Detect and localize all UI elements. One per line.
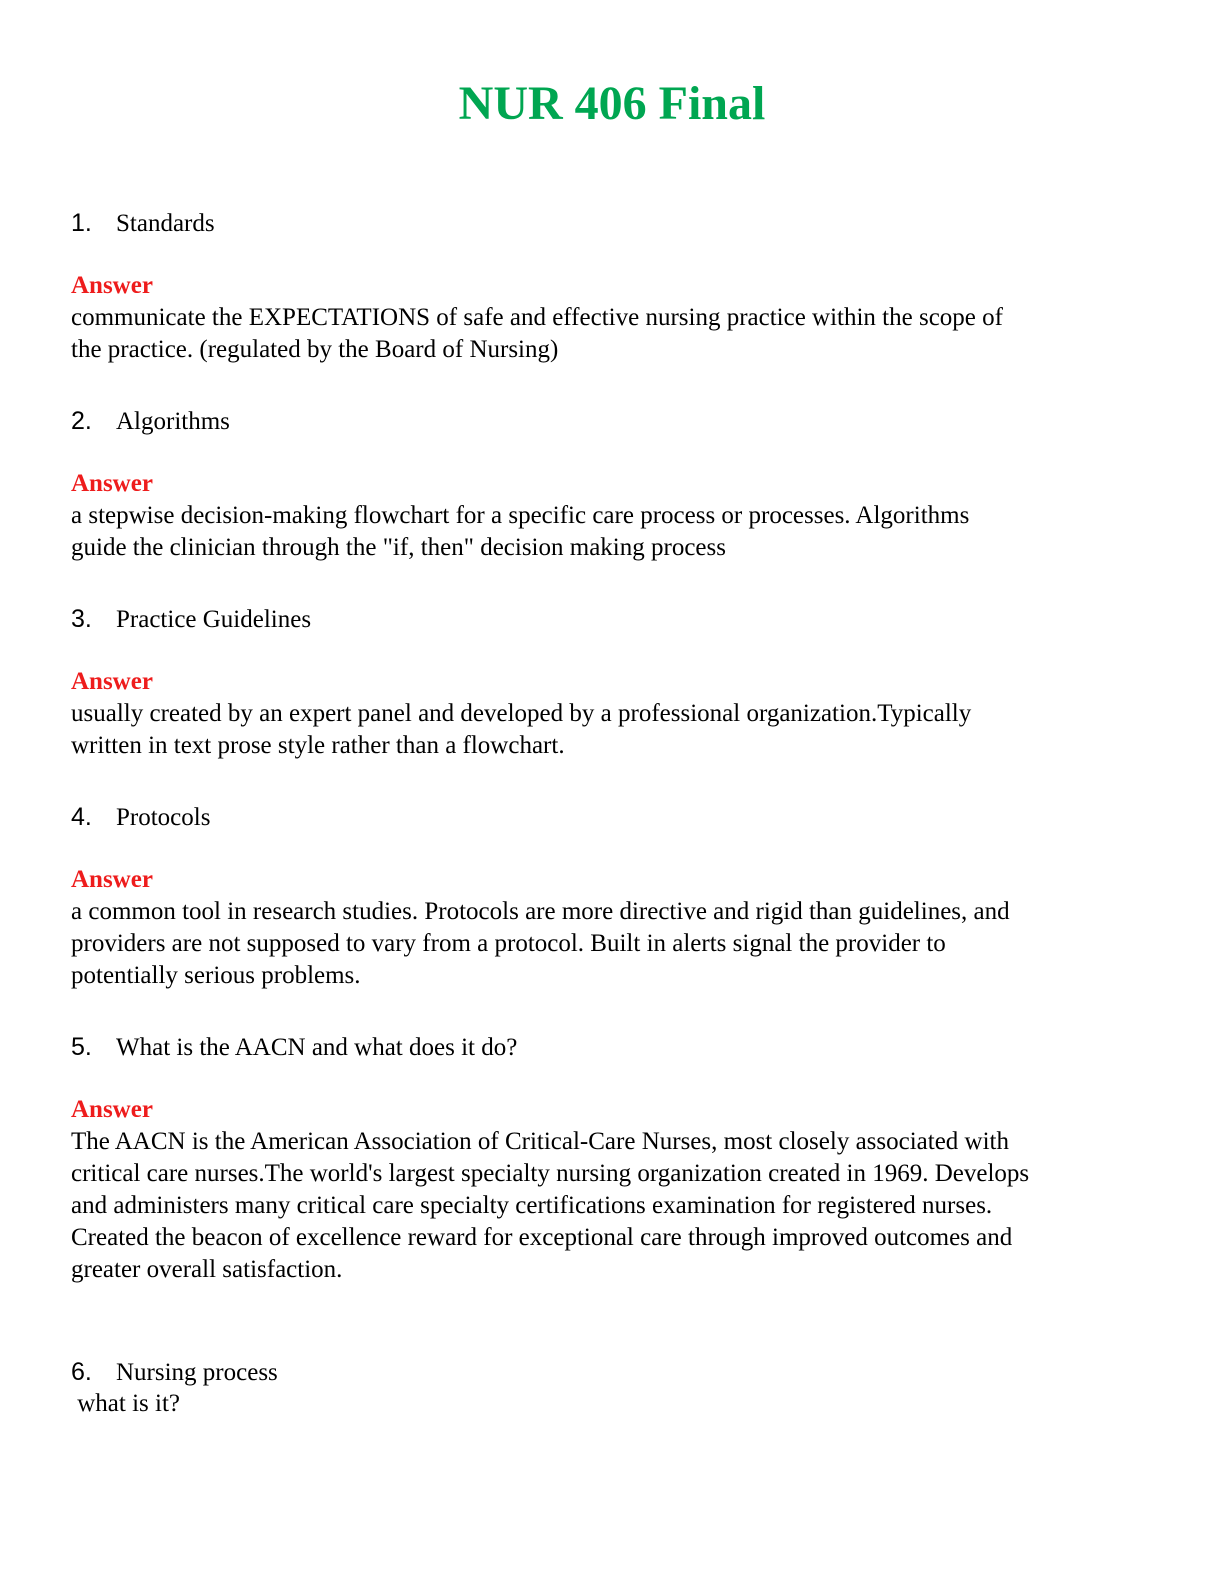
question-number: 1. xyxy=(71,209,92,237)
answer-text: communicate the EXPECTATIONS of safe and effective nursing practice within the scope of the practice. (regulated by the Board of Nursing) xyxy=(71,304,1003,363)
question-5 xyxy=(71,1031,1151,1064)
question-number: 5. xyxy=(71,1033,92,1061)
answer-label: Answer xyxy=(71,1096,153,1123)
answer-text: a stepwise decision-making flowchart for a specific care process or processes. Algorithms guide the clinician through the "if, then" decision making process xyxy=(71,502,970,561)
question-text: Standards xyxy=(116,210,215,237)
question-text: Algorithms xyxy=(116,408,230,435)
answer-label: Answer xyxy=(71,668,153,695)
question-number: 4. xyxy=(71,803,92,831)
answer-text: The AACN is the American Association of Critical-Care Nurses, most closely associated with critical care nurses.The world's largest specialty nursing organization created in 1969. Develops and administers many critical care specialty certifications examination for registered nurses. Created the beacon of excellence reward for exceptional care through improved outcomes and greater overall satisfaction. xyxy=(71,1128,1030,1283)
question-1 xyxy=(71,207,1151,240)
question-6 xyxy=(71,1356,1151,1389)
question-text: Protocols xyxy=(116,804,211,831)
answer-label: Answer xyxy=(71,470,153,497)
answer-label: Answer xyxy=(71,866,153,893)
question-text: Nursing process xyxy=(116,1359,278,1386)
question-number: 6. xyxy=(71,1358,92,1386)
answer-text: usually created by an expert panel and developed by a professional organization.Typically written in text prose style rather than a flowchart. xyxy=(71,700,972,759)
page-title: NUR 406 Final xyxy=(458,77,766,130)
answer-text: a common tool in research studies. Protocols are more directive and rigid than guidelines, and providers are not supposed to vary from a protocol. Built in alerts signal the provider to potentially serious problems. xyxy=(71,898,1010,989)
question-number: 2. xyxy=(71,407,92,435)
question-3 xyxy=(71,603,1151,636)
question-4 xyxy=(71,801,1151,834)
question-2 xyxy=(71,405,1151,438)
answer-label: Answer xyxy=(71,272,153,299)
question-subtext: what is it? xyxy=(71,1390,181,1417)
question-text: Practice Guidelines xyxy=(116,606,312,633)
question-number: 3. xyxy=(71,605,92,633)
question-text: What is the AACN and what does it do? xyxy=(116,1034,518,1061)
